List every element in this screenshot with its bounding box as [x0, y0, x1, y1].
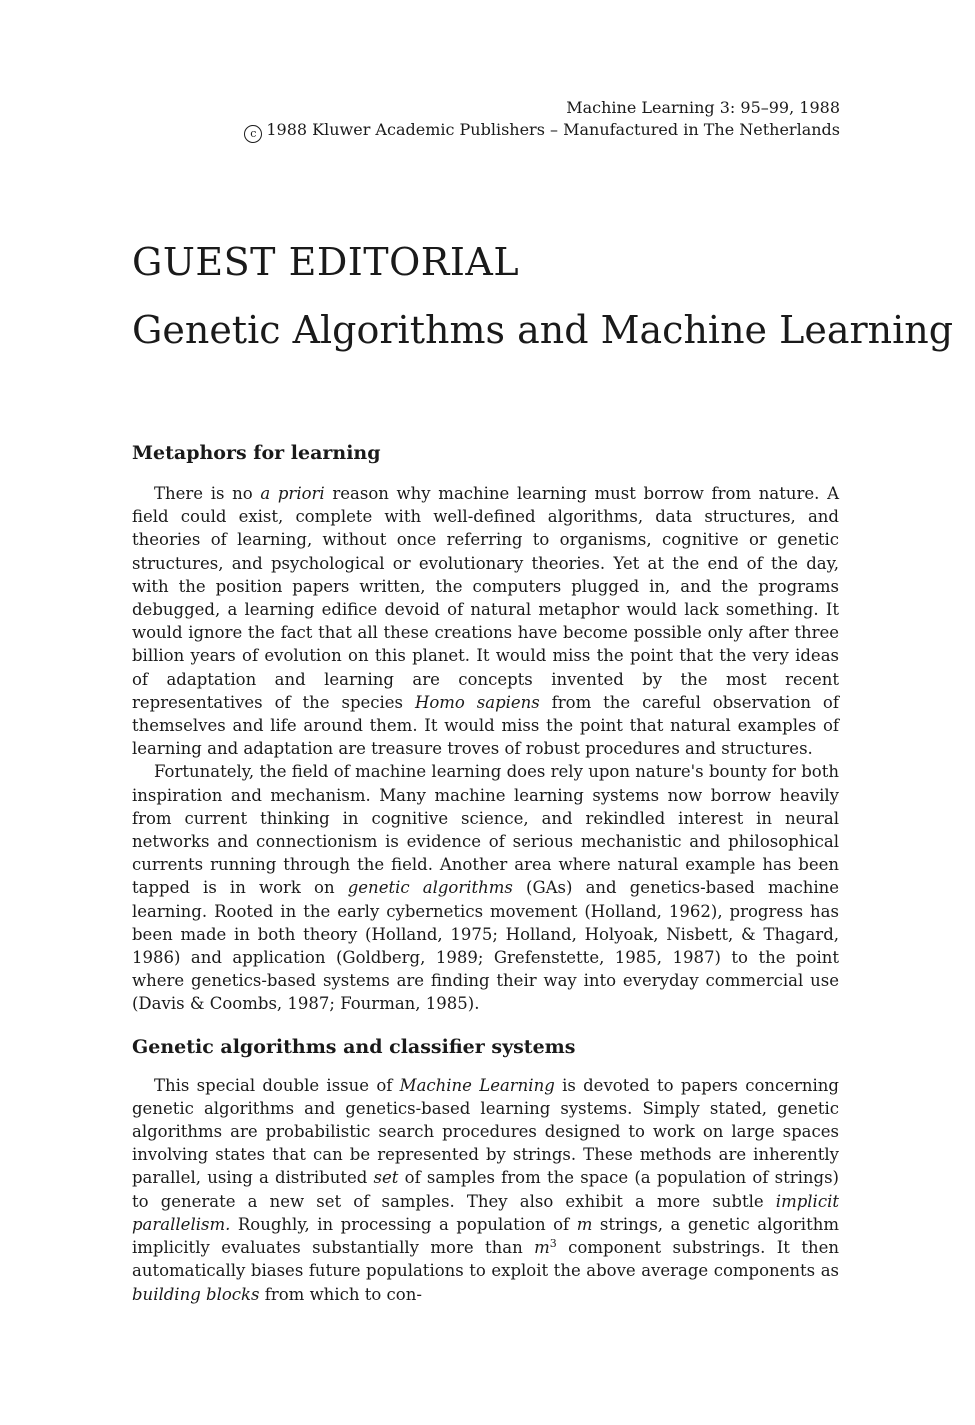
- section-heading-metaphors: Metaphors for learning: [132, 442, 381, 464]
- publisher-line: [244, 119, 840, 143]
- italic-text: set: [373, 1168, 399, 1188]
- italic-text: a priori: [260, 484, 325, 503]
- section-heading-genetic-algorithms: Genetic algorithms and classifier systems: [132, 1035, 576, 1058]
- article-type-title: GUEST EDITORIAL: [132, 240, 520, 284]
- article-body: [132, 440, 839, 1306]
- journal-citation: Machine Learning 3: 95–99, 1988: [566, 98, 840, 117]
- text-run: component substrings. It then automatically biases future populations to exploit the above average components as: [132, 1238, 839, 1281]
- publisher-text: 1988 Kluwer Academic Publishers – Manufactured in The Netherlands: [266, 120, 840, 139]
- text-run: from the careful observation of themselves and life around them. It would miss the point that natural examples of learning and adaptation are treasure troves of robust procedures and structures.: [132, 692, 839, 759]
- italic-text: building blocks: [132, 1284, 260, 1304]
- text-run: reason why machine learning must borrow from nature. A field could exist, complete with well-defined algorithms, data structures, and theories of learning, without once referring to organisms, cognitive or genetic structures, and psychological or evolutionary theories. Yet at the end of the day, with the position papers written, the computers plugged in, and the programs debugged, a learning edifice devoid of natural metaphor would lack something. It would ignore the fact that all these creations have become possible only after three billion years of evolution on this planet. It would miss the point that the very ideas of adaptation and learning are concepts invented by the most recent representatives of the species: [132, 484, 839, 712]
- copyright-icon: c: [244, 125, 262, 143]
- paragraph: [132, 482, 839, 760]
- text-run: This special double issue of: [154, 1075, 400, 1095]
- superscript: 3: [549, 1237, 557, 1251]
- italic-text: Machine Learning: [399, 1075, 555, 1095]
- paragraph: [132, 1074, 839, 1306]
- paragraph: [132, 760, 839, 1015]
- italic-text: Homo sapiens: [414, 692, 540, 712]
- italic-text: implicit parallelism.: [132, 1191, 839, 1234]
- text-run: is devoted to papers concerning genetic algorithms and genetics-based learning systems. Simply stated, genetic algorithms are probabilistic search procedures designed to work on large spaces involving states that can be represented by strings. These methods are inherently parallel, using a distributed: [132, 1075, 839, 1188]
- text-run: strings, a genetic algorithm implicitly evaluates substantially more than: [132, 1214, 839, 1258]
- text-run: of samples from the space (a population of strings) to generate a new set of samples. They also exhibit a more subtle: [132, 1168, 839, 1211]
- text-run: (GAs) and genetics-based machine learning. Rooted in the early cybernetics movement (Holland, 1962), progress has been made in both theory (Holland, 1975; Holland, Holyoak, Nisbett, & Thagard, 1986) and application (Goldberg, 1989; Grefenstette, 1985, 1987) to the point where genetics-based systems are finding their way into everyday commercial use (Davis & Coombs, 1987; Fourman, 1985).: [132, 878, 840, 1014]
- article-title: Genetic Algorithms and Machine Learning: [132, 308, 954, 352]
- text-run: There is no: [154, 484, 261, 503]
- italic-text: m: [576, 1214, 593, 1234]
- italic-text: m: [534, 1238, 550, 1258]
- text-run: Fortunately, the field of machine learning does rely upon nature's bounty for both inspiration and mechanism. Many machine learning systems now borrow heavily from current thinking in cognitive science, and rekindled interest in neural networks and connectionism is evidence of serious mechanistic and philosophical currents running through the field. Another area where natural example has been tapped is in work on: [132, 762, 839, 898]
- text-run: Roughly, in processing a population of: [230, 1214, 577, 1234]
- journal-header: [244, 97, 840, 143]
- italic-text: genetic algorithms: [347, 878, 513, 898]
- text-run: from which to con-: [259, 1284, 422, 1304]
